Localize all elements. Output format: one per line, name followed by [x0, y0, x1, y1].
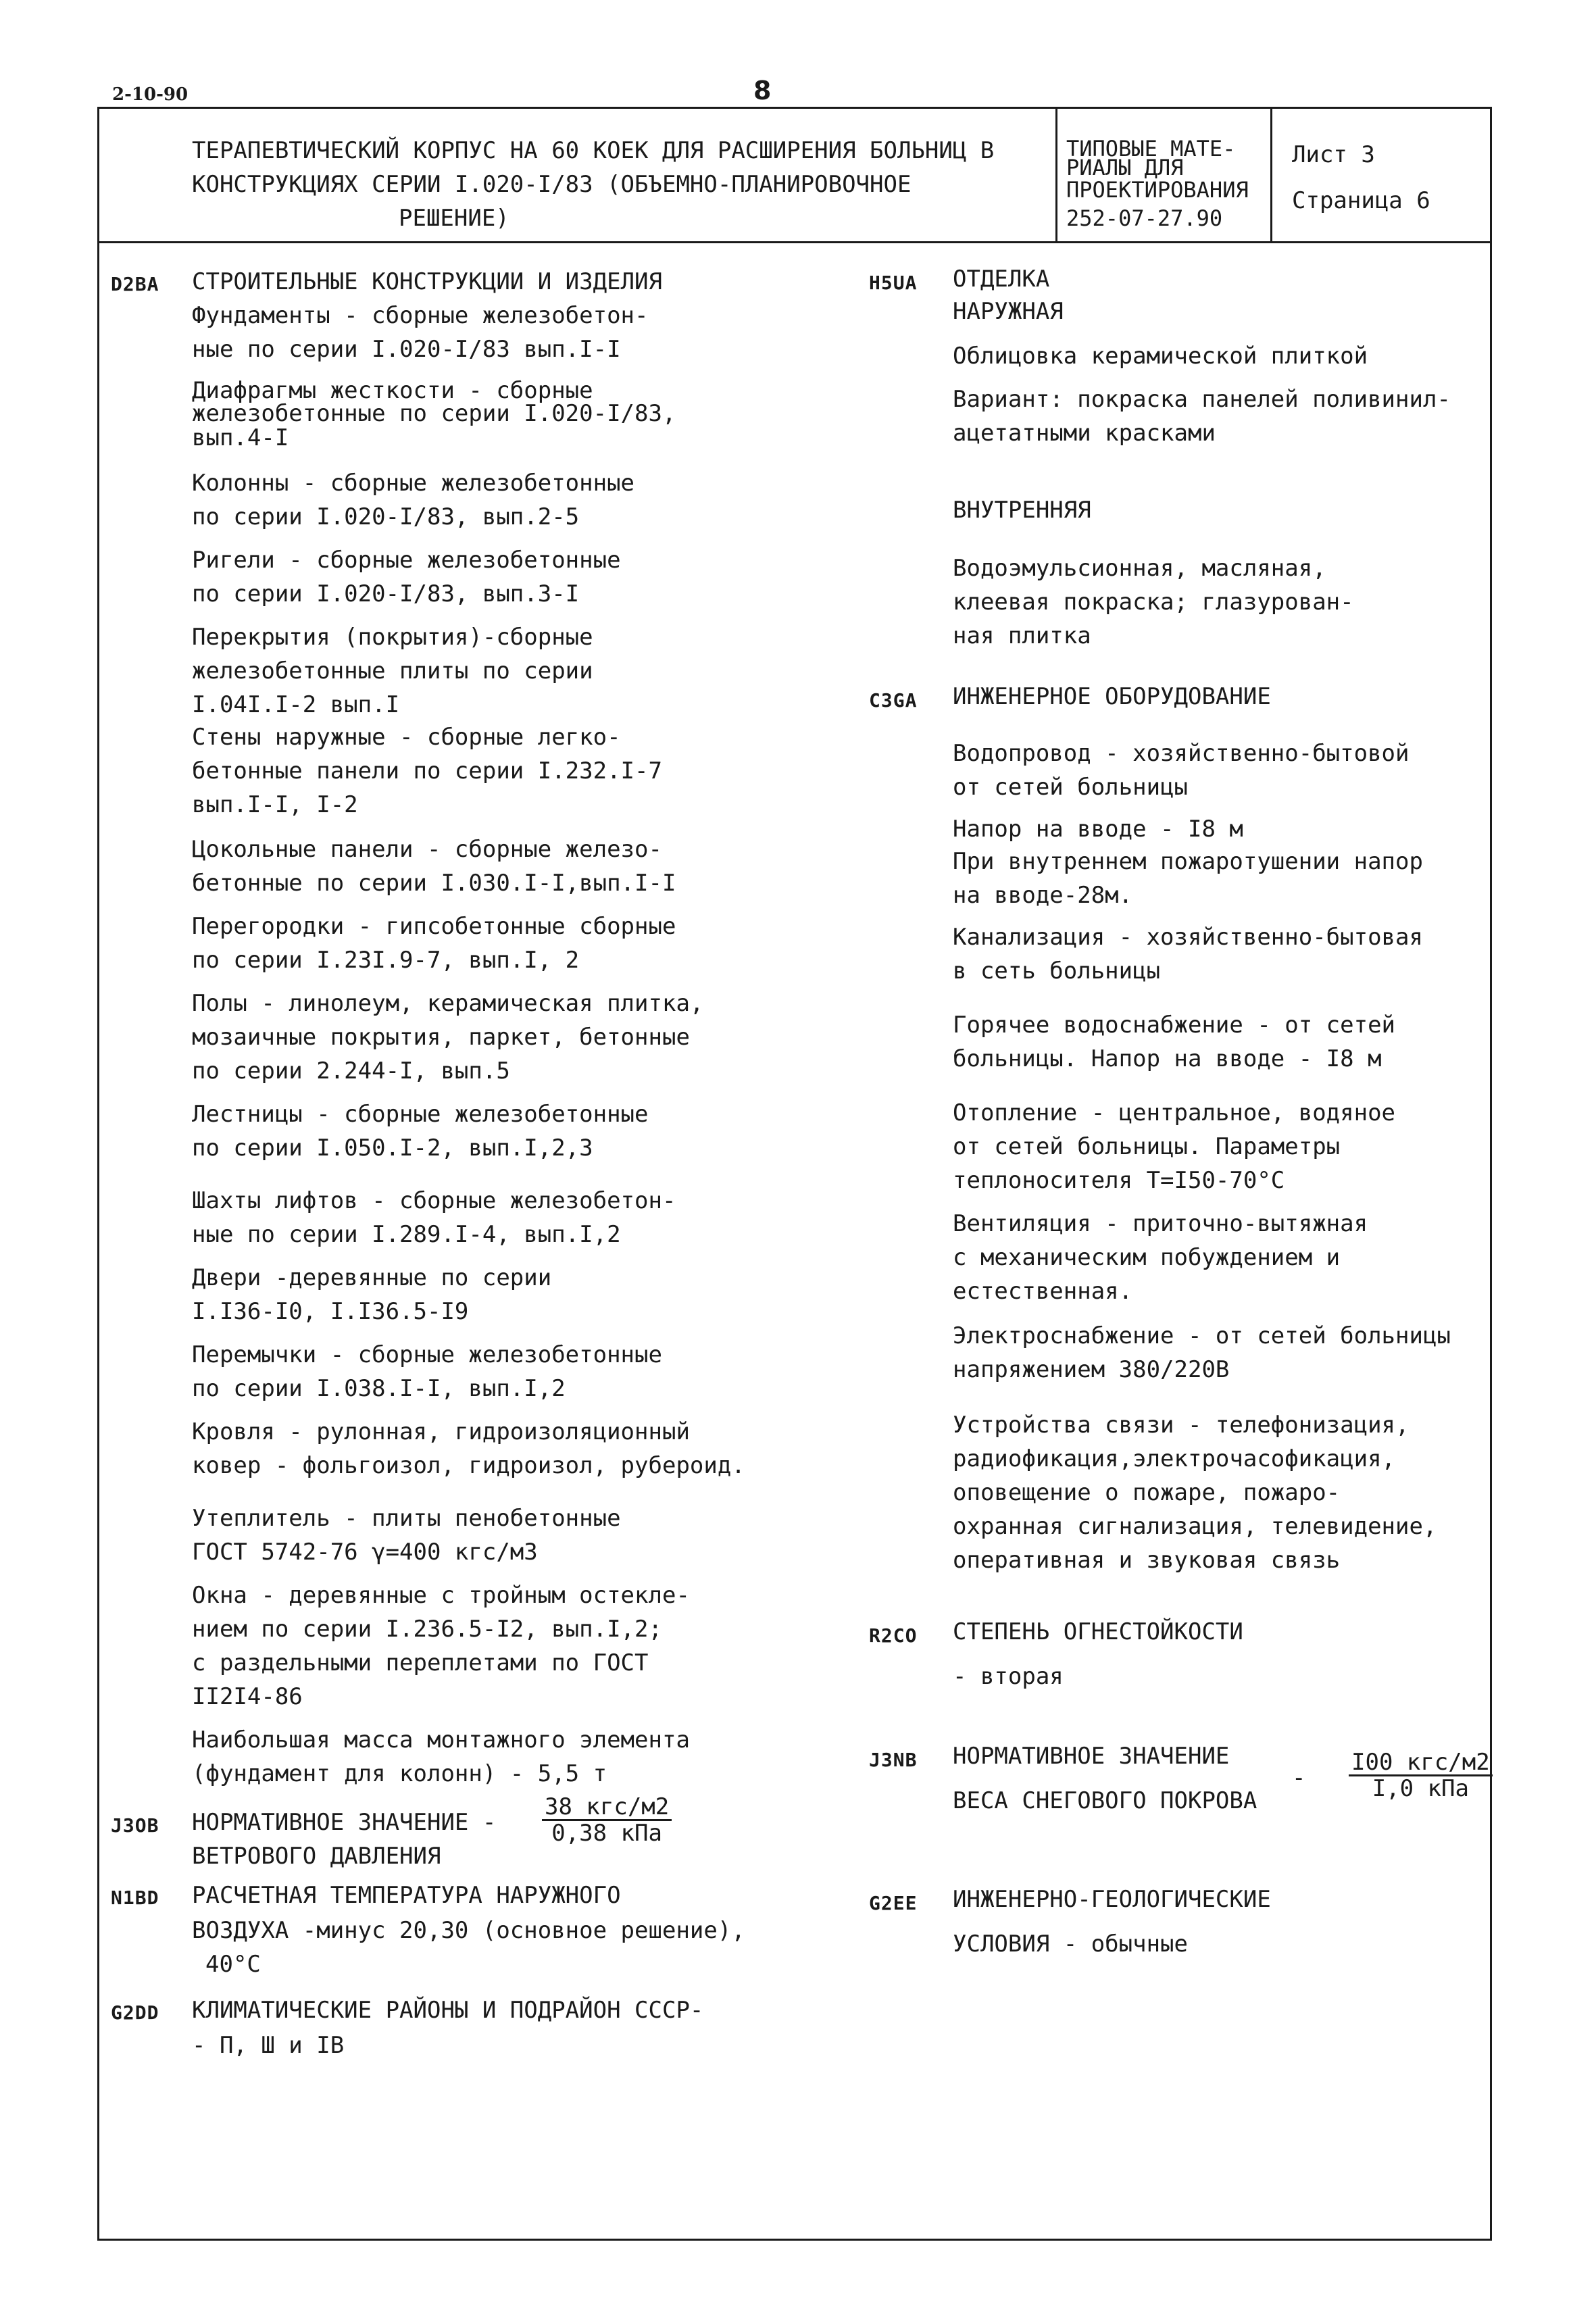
wind-pressure-value [542, 1795, 672, 1845]
structure-line: Двери -деревянные по серии [192, 1264, 552, 1291]
equipment-line: Вентиляция - приточно-вытяжная [953, 1210, 1368, 1237]
title-line-2: КОНСТРУКЦИЯХ СЕРИИ I.020-I/83 (ОБЪЕМНО-ПЛАНИРОВОЧНОЕ [192, 171, 912, 198]
series-line-3: ПРОЕКТИРОВАНИЯ [1066, 177, 1249, 203]
structure-line: Перемычки - сборные железобетонные [192, 1341, 662, 1368]
structure-line: Ригели - сборные железобетонные [192, 547, 621, 574]
structure-line: вып.I-I, I-2 [192, 791, 358, 818]
series-line-4: 252-07-27.90 [1066, 205, 1223, 231]
wind-pressure-kpa: 0,38 кПа [551, 1820, 662, 1847]
structure-line: Лестницы - сборные железобетонные [192, 1101, 649, 1128]
equipment-line: радиофикация,электрочасофикация, [953, 1445, 1396, 1472]
structure-line: по серии I.23I.9-7, вып.I, 2 [192, 947, 580, 974]
diaphragm-line-1: Диафрагмы жесткости - сборные [192, 377, 593, 404]
equipment-line: При внутреннем пожаротушении напор [953, 848, 1423, 875]
structure-line: Наибольшая масса монтажного элемента [192, 1726, 690, 1753]
wind-pressure-line-2: ВЕТРОВОГО ДАВЛЕНИЯ [192, 1843, 441, 1870]
structure-line: I.04I.I-2 вып.I [192, 691, 400, 718]
header-separator-2 [1270, 107, 1272, 242]
structure-line: железобетонные плиты по серии [192, 657, 593, 684]
structure-line: II2I4-86 [192, 1683, 303, 1710]
title-line-3: РЕШЕНИЕ) [399, 205, 509, 232]
equipment-line: оперативная и звуковая связь [953, 1547, 1341, 1574]
structure-line: по серии 2.244-I, вып.5 [192, 1057, 510, 1085]
finishing-line: Вариант: покраска панелей поливинил- [953, 386, 1451, 413]
wind-pressure-line-1: НОРМАТИВНОЕ ЗНАЧЕНИЕ - [192, 1809, 497, 1836]
sheet-label: Лист 3 [1292, 141, 1375, 168]
structure-line: бетонные панели по серии I.232.I-7 [192, 757, 662, 785]
equipment-line: Водопровод - хозяйственно-бытовой [953, 740, 1410, 767]
header-separator-1 [1055, 107, 1057, 242]
code-r2co: R2CO [869, 1624, 918, 1647]
structure-line: Перегородки - гипсобетонные сборные [192, 913, 676, 940]
structure-line: (фундамент для колонн) - 5,5 т [192, 1760, 607, 1787]
climate-zones-line-1: КЛИМАТИЧЕСКИЕ РАЙОНЫ И ПОДРАЙОН СССР- [192, 1997, 704, 2024]
document-serial: 2-10-90 [112, 84, 189, 105]
fire-resistance-heading: СТЕПЕНЬ ОГНЕСТОЙКОСТИ [953, 1618, 1243, 1645]
equipment-line: от сетей больницы [953, 774, 1188, 801]
structure-line: Колонны - сборные железобетонные [192, 470, 635, 497]
structure-line: Стены наружные - сборные легко- [192, 724, 621, 751]
snow-load-dash: - [1292, 1764, 1306, 1791]
structure-line: Кровля - рулонная, гидроизоляционный [192, 1418, 690, 1445]
header-divider [97, 241, 1492, 243]
structure-line: ковер - фольгоизол, гидроизол, рубероид. [192, 1452, 745, 1479]
fire-resistance-value: - вторая [953, 1663, 1064, 1690]
geology-line-2: УСЛОВИЯ - обычные [953, 1931, 1188, 1958]
snow-load-value [1349, 1750, 1493, 1801]
finishing-line: клеевая покраска; глазурован- [953, 589, 1354, 616]
structure-line: Утеплитель - плиты пенобетонные [192, 1505, 621, 1532]
wind-pressure-kgs: 38 кгс/м2 [542, 1795, 672, 1821]
equipment-line: напряжением 380/220В [953, 1356, 1230, 1383]
structure-line: по серии I.050.I-2, вып.I,2,3 [192, 1135, 593, 1162]
series-line-2: РИАЛЫ ДЛЯ [1066, 155, 1184, 180]
structure-line: нием по серии I.236.5-I2, вып.I,2; [192, 1616, 662, 1643]
structure-line: по серии I.038.I-I, вып.I,2 [192, 1375, 566, 1402]
equipment-line: от сетей больницы. Параметры [953, 1133, 1341, 1160]
foundations-line-2: ные по серии I.020-I/83 вып.I-I [192, 336, 621, 363]
equipment-line: теплоносителя Т=I50-70°С [953, 1167, 1285, 1194]
snow-load-line-2: ВЕСА СНЕГОВОГО ПОКРОВА [953, 1787, 1257, 1814]
code-n1bd: N1BD [111, 1887, 159, 1909]
structure-line: по серии I.020-I/83, вып.2-5 [192, 503, 580, 530]
foundations-line-1: Фундаменты - сборные железобетон- [192, 302, 649, 329]
structure-line: с раздельными переплетами по ГОСТ [192, 1649, 649, 1676]
code-h5ua: H5UA [869, 272, 918, 294]
structure-line: Цокольные панели - сборные железо- [192, 836, 662, 863]
code-d2ba: D2BA [111, 273, 159, 295]
code-j3nb: J3NB [869, 1749, 918, 1771]
structure-line: Шахты лифтов - сборные железобетон- [192, 1187, 676, 1214]
equipment-line: Горячее водоснабжение - от сетей [953, 1012, 1396, 1039]
equipment-line: Электроснабжение - от сетей больницы [953, 1322, 1451, 1349]
equipment-line: Канализация - хозяйственно-бытовая [953, 924, 1423, 951]
equipment-line: Устройства связи - телефонизация, [953, 1412, 1410, 1439]
climate-zones-line-2: - П, Ш и IВ [192, 2032, 345, 2059]
structure-line: Перекрытия (покрытия)-сборные [192, 624, 593, 651]
finishing-heading: ОТДЕЛКА [953, 266, 1050, 293]
structure-line: I.I36-I0, I.I36.5-I9 [192, 1298, 469, 1325]
code-g2dd: G2DD [111, 2001, 159, 2024]
structure-line: Полы - линолеум, керамическая плитка, [192, 990, 704, 1017]
finishing-exterior-heading: НАРУЖНАЯ [953, 298, 1064, 325]
diaphragm-line-3: вып.4-I [192, 424, 289, 451]
page-label: Страница 6 [1292, 187, 1430, 214]
page-number: 8 [753, 76, 772, 105]
outdoor-temp-line-3: 40°С [205, 1951, 261, 1978]
code-g2ee: G2EE [869, 1892, 918, 1914]
outdoor-temp-line-2: ВОЗДУХА -минус 20,30 (основное решение), [192, 1917, 745, 1944]
equipment-line: Отопление - центральное, водяное [953, 1099, 1396, 1126]
finishing-line: ацетатными красками [953, 420, 1216, 447]
equipment-line: охранная сигнализация, телевидение, [953, 1513, 1437, 1540]
geology-line-1: ИНЖЕНЕРНО-ГЕОЛОГИЧЕСКИЕ [953, 1886, 1271, 1913]
title-line-1: ТЕРАПЕВТИЧЕСКИЙ КОРПУС НА 60 КОЕК ДЛЯ РАСШИРЕНИЯ БОЛЬНИЦ В [192, 137, 995, 164]
outdoor-temp-line-1: РАСЧЕТНАЯ ТЕМПЕРАТУРА НАРУЖНОГО [192, 1882, 621, 1909]
finishing-interior-heading: ВНУТРЕННЯЯ [953, 497, 1091, 524]
snow-load-kpa: I,0 кПа [1372, 1775, 1469, 1802]
equipment-line: больницы. Напор на вводе - I8 м [953, 1045, 1382, 1072]
equipment-line: на вводе-28м. [953, 882, 1133, 909]
structure-line: мозаичные покрытия, паркет, бетонные [192, 1024, 690, 1051]
code-j30b: J3OB [111, 1814, 159, 1837]
finishing-line: Облицовка керамической плиткой [953, 343, 1368, 370]
snow-load-line-1: НОРМАТИВНОЕ ЗНАЧЕНИЕ [953, 1743, 1230, 1770]
structure-line: бетонные по серии I.030.I-I,вып.I-I [192, 870, 676, 897]
finishing-line: ная плитка [953, 622, 1091, 649]
structure-line: ные по серии I.289.I-4, вып.I,2 [192, 1221, 621, 1248]
snow-load-kgs: I00 кгс/м2 [1349, 1750, 1493, 1776]
equipment-heading: ИНЖЕНЕРНОЕ ОБОРУДОВАНИЕ [953, 683, 1271, 710]
equipment-line: в сеть больницы [953, 957, 1161, 985]
structure-line: по серии I.020-I/83, вып.3-I [192, 580, 580, 607]
section-heading-structures: СТРОИТЕЛЬНЫЕ КОНСТРУКЦИИ И ИЗДЕЛИЯ [192, 268, 662, 295]
equipment-line: оповещение о пожаре, пожаро- [953, 1479, 1341, 1506]
equipment-line: с механическим побуждением и [953, 1244, 1341, 1271]
diaphragm-line-2: железобетонные по серии I.020-I/83, [192, 400, 676, 427]
series-line-1: ТИПОВЫЕ МАТЕ- [1066, 136, 1236, 161]
equipment-line: естественная. [953, 1278, 1133, 1305]
equipment-line: Напор на вводе - I8 м [953, 816, 1243, 843]
code-c3ga: C3GA [869, 689, 918, 712]
structure-line: Окна - деревянные с тройным остекле- [192, 1582, 690, 1609]
structure-line: ГОСТ 5742-76 γ=400 кгс/м3 [192, 1539, 538, 1566]
finishing-line: Водоэмульсионная, масляная, [953, 555, 1326, 582]
